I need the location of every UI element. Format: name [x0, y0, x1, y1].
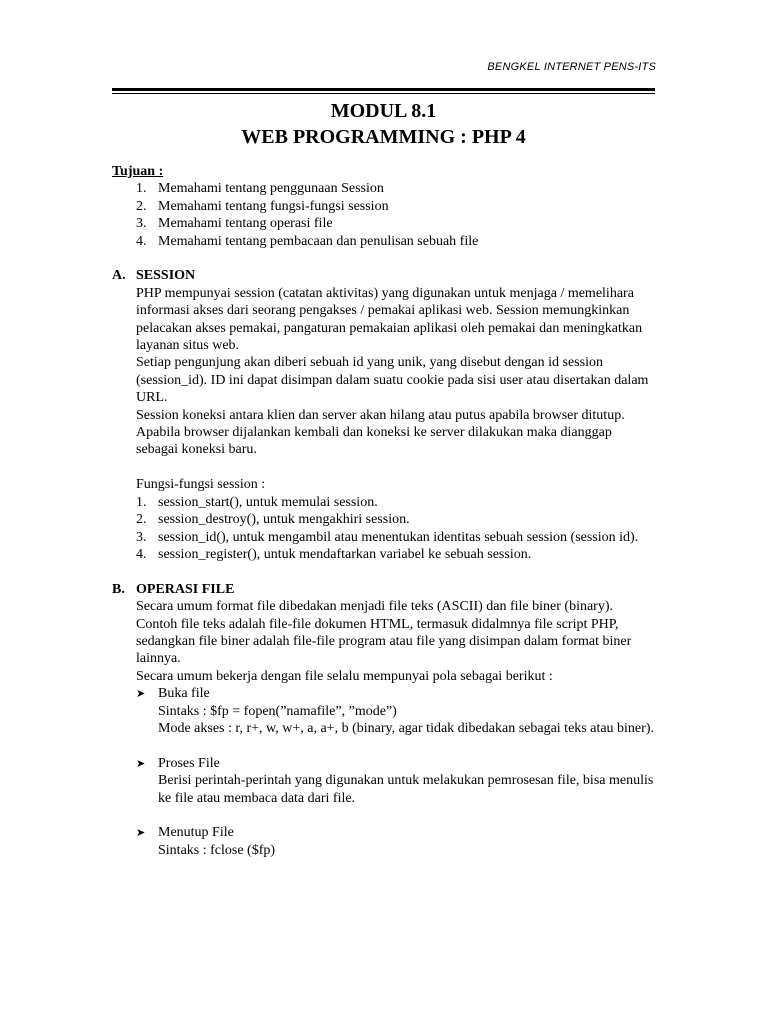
arrow-bullet-icon: ➤: [136, 756, 146, 770]
list-item: 1. session_start(), untuk memulai session.: [136, 494, 378, 510]
header-rule-thick: [112, 88, 655, 91]
bullet-item-menutup-file: ➤ Menutup File: [112, 824, 657, 841]
running-header: BENGKEL INTERNET PENS-ITS: [487, 61, 656, 73]
section-b-paragraph-1: Secara umum format file dibedakan menjadi file teks (ASCII) dan file biner (binary). Contoh file teks adalah file-file dokumen HTML, termasuk didalmnya file script PHP, sedangkan file biner adalah file-file program atau file yang disimpan dalam format biner lainnya.: [136, 599, 632, 667]
fungsi-heading: Fungsi-fungsi session :: [136, 477, 266, 493]
step-line: Berisi perintah-perintah yang digunakan untuk melakukan pemrosesan file, bisa menulis ke file atau membaca data dari file.: [158, 773, 654, 806]
bullet-item-proses-file: ➤ Proses File: [112, 755, 657, 772]
document-body: [112, 163, 657, 859]
list-item: 4. Memahami tentang pembacaan dan penulisan sebuah file: [136, 233, 479, 249]
section-a-heading: A. SESSION: [112, 268, 196, 284]
arrow-bullet-icon: ➤: [136, 687, 146, 701]
list-item: 3. session_id(), untuk mengambil atau menentukan identitas sebuah session (session id).: [136, 529, 639, 545]
list-item: 2. Memahami tentang fungsi-fungsi session: [136, 198, 389, 214]
list-item: 1. Memahami tentang penggunaan Session: [136, 181, 384, 197]
list-item: 4. session_register(), untuk mendaftarkan variabel ke sebuah session.: [136, 546, 532, 562]
section-a-paragraph-3: Session koneksi antara klien dan server akan hilang atau putus apabila browser ditutup. Apabila browser dijalankan kembali dan koneksi ke server dilakukan maka dianggap sebagai koneksi baru.: [136, 407, 625, 458]
bullet-item-buka-file: ➤ Buka file: [112, 685, 657, 702]
title-line-2: WEB PROGRAMMING : PHP 4: [241, 126, 526, 148]
step-line: Mode akses : r, r+, w, w+, a, a+, b (binary, agar tidak dibedakan sebagai teks atau biner).: [158, 720, 654, 736]
section-a-paragraph-1: PHP mempunyai session (catatan aktivitas) yang digunakan untuk menjaga / memelihara informasi akses dari seorang pengakses / pemakai aplikasi web. Session memungkinkan pelacakan akses pemakai, pangaturan pemakaian aplikasi oleh pemakai dan meningkatkan layanan situs web.: [136, 285, 643, 354]
title-line-1: MODUL 8.1: [330, 100, 437, 122]
tujuan-heading: Tujuan :: [112, 164, 164, 179]
list-item: 3. Memahami tentang operasi file: [136, 216, 333, 232]
header-rule-thin: [112, 93, 655, 94]
step-line: Sintaks : fclose ($fp): [158, 842, 276, 858]
section-b-paragraph-2: Secara umum bekerja dengan file selalu mempunyai pola sebagai berikut :: [136, 668, 553, 684]
step-line: Sintaks : $fp = fopen(”namafile”, ”mode”): [158, 703, 397, 719]
section-b-heading: B. OPERASI FILE: [112, 581, 235, 597]
section-a-paragraph-2: Setiap pengunjung akan diberi sebuah id yang unik, yang disebut dengan id session (session_id). ID ini dapat disimpan dalam suatu cookie pada sisi user atau disertakan dalam URL.: [136, 355, 649, 406]
arrow-bullet-icon: ➤: [136, 826, 146, 840]
list-item: 2. session_destroy(), untuk mengakhiri session.: [136, 512, 410, 528]
document-title: [112, 98, 655, 150]
